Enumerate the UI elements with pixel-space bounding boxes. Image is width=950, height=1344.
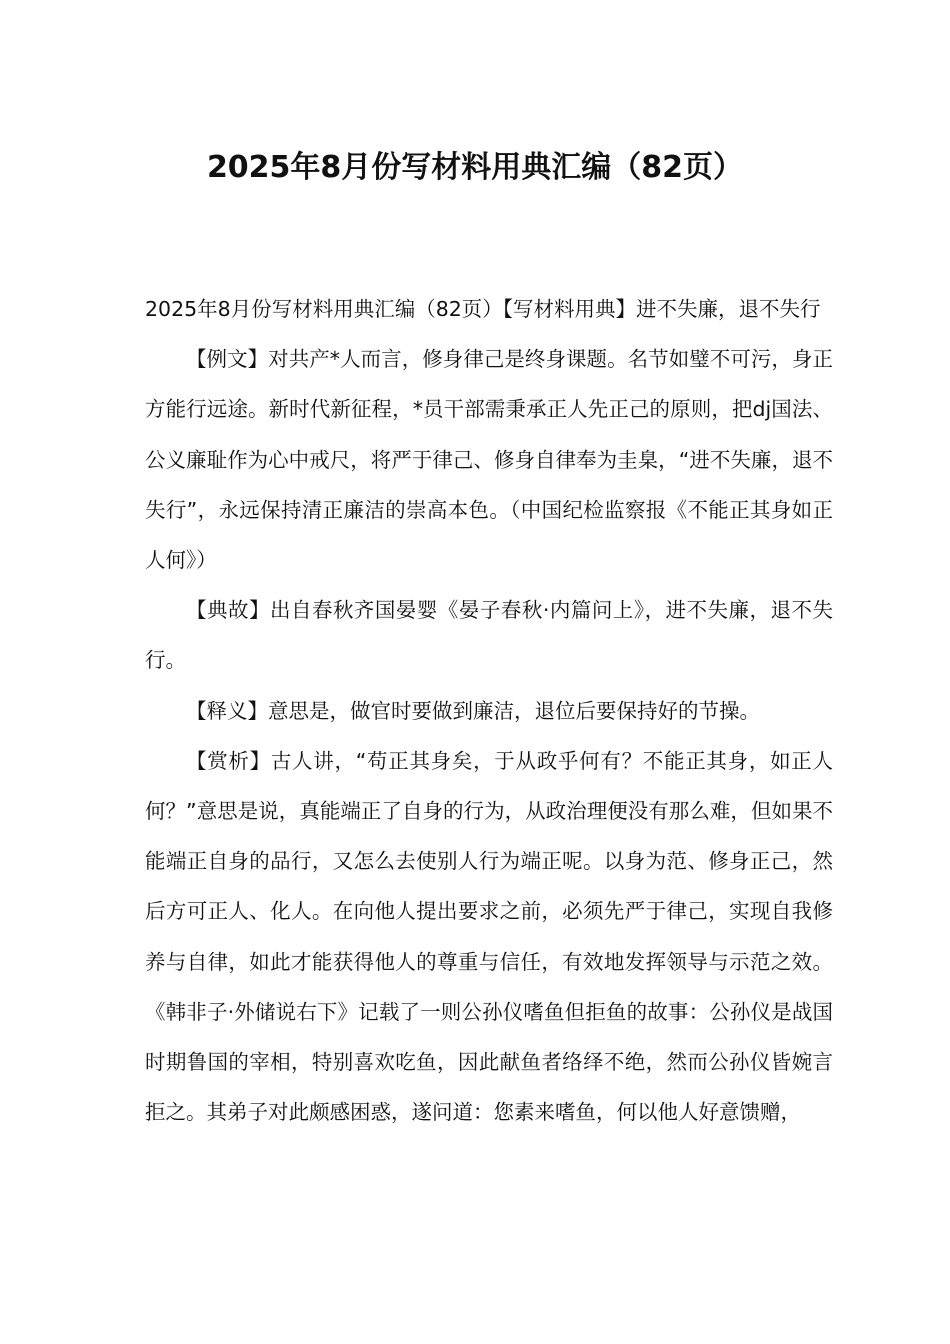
intro-paragraph: 2025年8月份写材料用典汇编（82页）【写材料用典】进不失廉，退不失行 <box>145 297 821 321</box>
document-body <box>145 284 833 1137</box>
allusion-paragraph: 【典故】出自春秋齐国晏婴《晏子春秋·内篇问上》，进不失廉，退不失行。 <box>145 598 833 673</box>
meaning-paragraph: 【释义】意思是，做官时要做到廉洁，退位后要保持好的节操。 <box>186 698 760 723</box>
example-paragraph: 【例文】对共产*人而言，修身律己是终身课题。名节如璧不可污，身正方能行远途。新时代新征程，*员干部需秉承正人先正己的原则，把dj国法、公义廉耻作为心中戒尺，将严于律己、修身自律奉为圭臬，“进不失廉，退不失行”，永远保持清正廉洁的崇高本色。（中国纪检监察报《不能正其身如正人何》） <box>145 347 833 573</box>
document-title: 2025年8月份写材料用典汇编（82页） <box>206 150 744 185</box>
appreciation-paragraph: 【赏析】古人讲，“苟正其身矣，于从政乎何有？不能正其身，如正人何？”意思是说，真能端正了自身的行为，从政治理便没有那么难，但如果不能端正自身的品行，又怎么去使别人行为端正呢。以身为范、修身正己，然后方可正人、化人。在向他人提出要求之前，必须先严于律己，实现自我修养与自律，如此才能获得他人的尊重与信任，有效地发挥领导与示范之效。《韩非子·外储说右下》记载了一则公孙仪嗜鱼但拒鱼的故事：公孙仪是战国时期鲁国的宰相，特别喜欢吃鱼，因此献鱼者络绎不绝，然而公孙仪皆婉言拒之。其弟子对此颇感困惑，遂问道：您素来嗜鱼，何以他人好意馈赠， <box>145 748 833 1125</box>
